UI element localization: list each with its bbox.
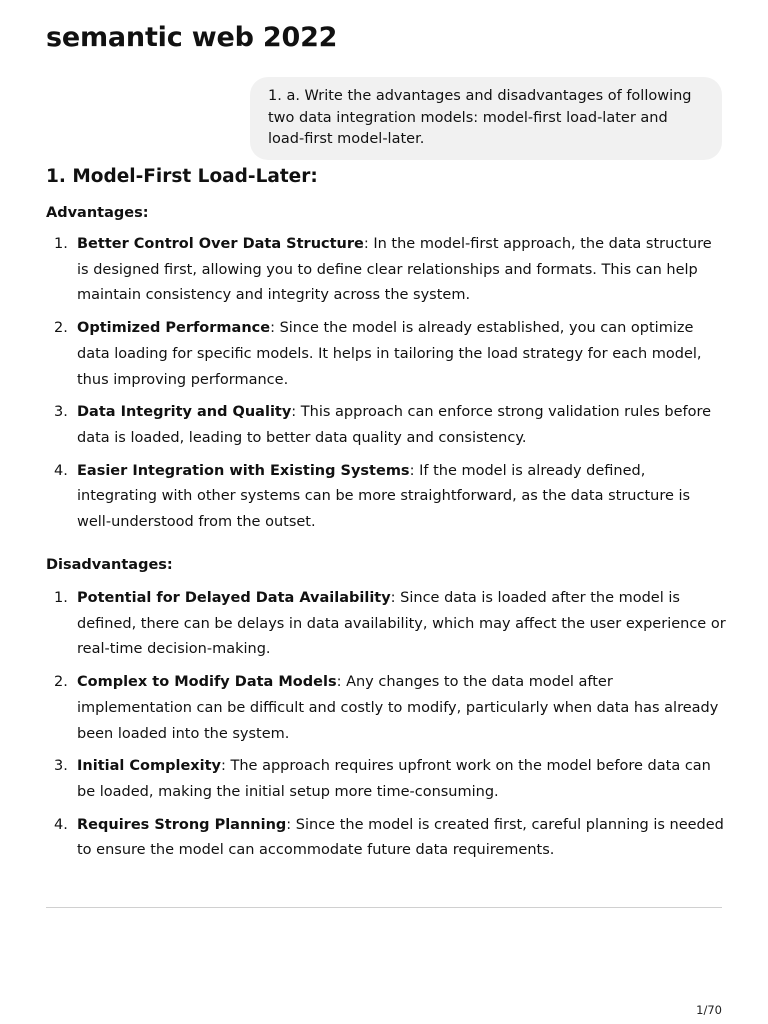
list-item (46, 232, 726, 309)
advantages-list (46, 232, 726, 543)
list-item-number: 2. (54, 320, 68, 337)
list-item (46, 316, 726, 393)
list-item-term: Better Control Over Data Structure (77, 236, 364, 252)
section-heading: 1. Model-First Load-Later: (46, 166, 318, 187)
list-item-number: 3. (54, 404, 68, 421)
list-item-text: : Since the model is created first, careful planning is needed to ensure the model can accommodate future data requirements. (77, 816, 724, 859)
list-item-number: 4. (54, 816, 68, 833)
list-item-term: Requires Strong Planning (77, 816, 287, 833)
list-item-text: : This approach can enforce strong validation rules before data is loaded, leading to better data quality and consistency. (77, 404, 712, 446)
list-item-text: : The approach requires upfront work on the model before data can be loaded, making the initial setup more time-consuming. (77, 758, 711, 800)
list-item (46, 400, 726, 451)
list-item-text: : In the model-first approach, the data structure is designed first, allowing you to define clear relationships and formats. This can help maintain consistency and integrity across the system. (77, 236, 712, 304)
horizontal-divider (46, 907, 722, 908)
list-item-text: : Any changes to the data model after implementation can be difficult and costly to modify, particularly when data has already been loaded into the system. (77, 674, 719, 742)
list-item-number: 3. (54, 758, 68, 775)
disadvantages-list (46, 586, 726, 871)
page-number: 1/70 (696, 1003, 722, 1017)
list-item-text: : Since data is loaded after the model is defined, there can be delays in data availability, which may affect the user experience or real-time decision-making. (77, 590, 726, 658)
list-item-number: 1. (54, 236, 68, 252)
list-item-term: Complex to Modify Data Models (77, 674, 337, 691)
list-item-term: Optimized Performance (77, 320, 271, 337)
advantages-heading: Advantages: (46, 205, 149, 221)
list-item (46, 586, 726, 663)
list-item-term: Easier Integration with Existing Systems (77, 462, 410, 479)
list-item-number: 1. (54, 590, 68, 606)
list-item-term: Potential for Delayed Data Availability (77, 590, 391, 606)
list-item-term: Initial Complexity (77, 758, 221, 775)
document-title: semantic web 2022 (46, 22, 338, 53)
list-item-text: : Since the model is already established, you can optimize data loading for specific models. It helps in tailoring the load strategy for each model, thus improving performance. (77, 320, 702, 388)
list-item-number: 2. (54, 674, 68, 691)
list-item (46, 754, 726, 805)
list-item (46, 813, 726, 864)
list-item-text: : If the model is already defined, integrating with other systems can be more straightforward, as the data structure is well-understood from the outset. (77, 462, 691, 531)
list-item (46, 670, 726, 747)
user-question-bubble (250, 77, 722, 160)
disadvantages-heading: Disadvantages: (46, 557, 173, 573)
list-item (46, 459, 726, 536)
list-item-term: Data Integrity and Quality (77, 404, 292, 421)
user-question-text: 1. a. Write the advantages and disadvantages of following two data integration models: model-first load-later and load-first model-later. (268, 88, 692, 147)
list-item-number: 4. (54, 462, 68, 479)
